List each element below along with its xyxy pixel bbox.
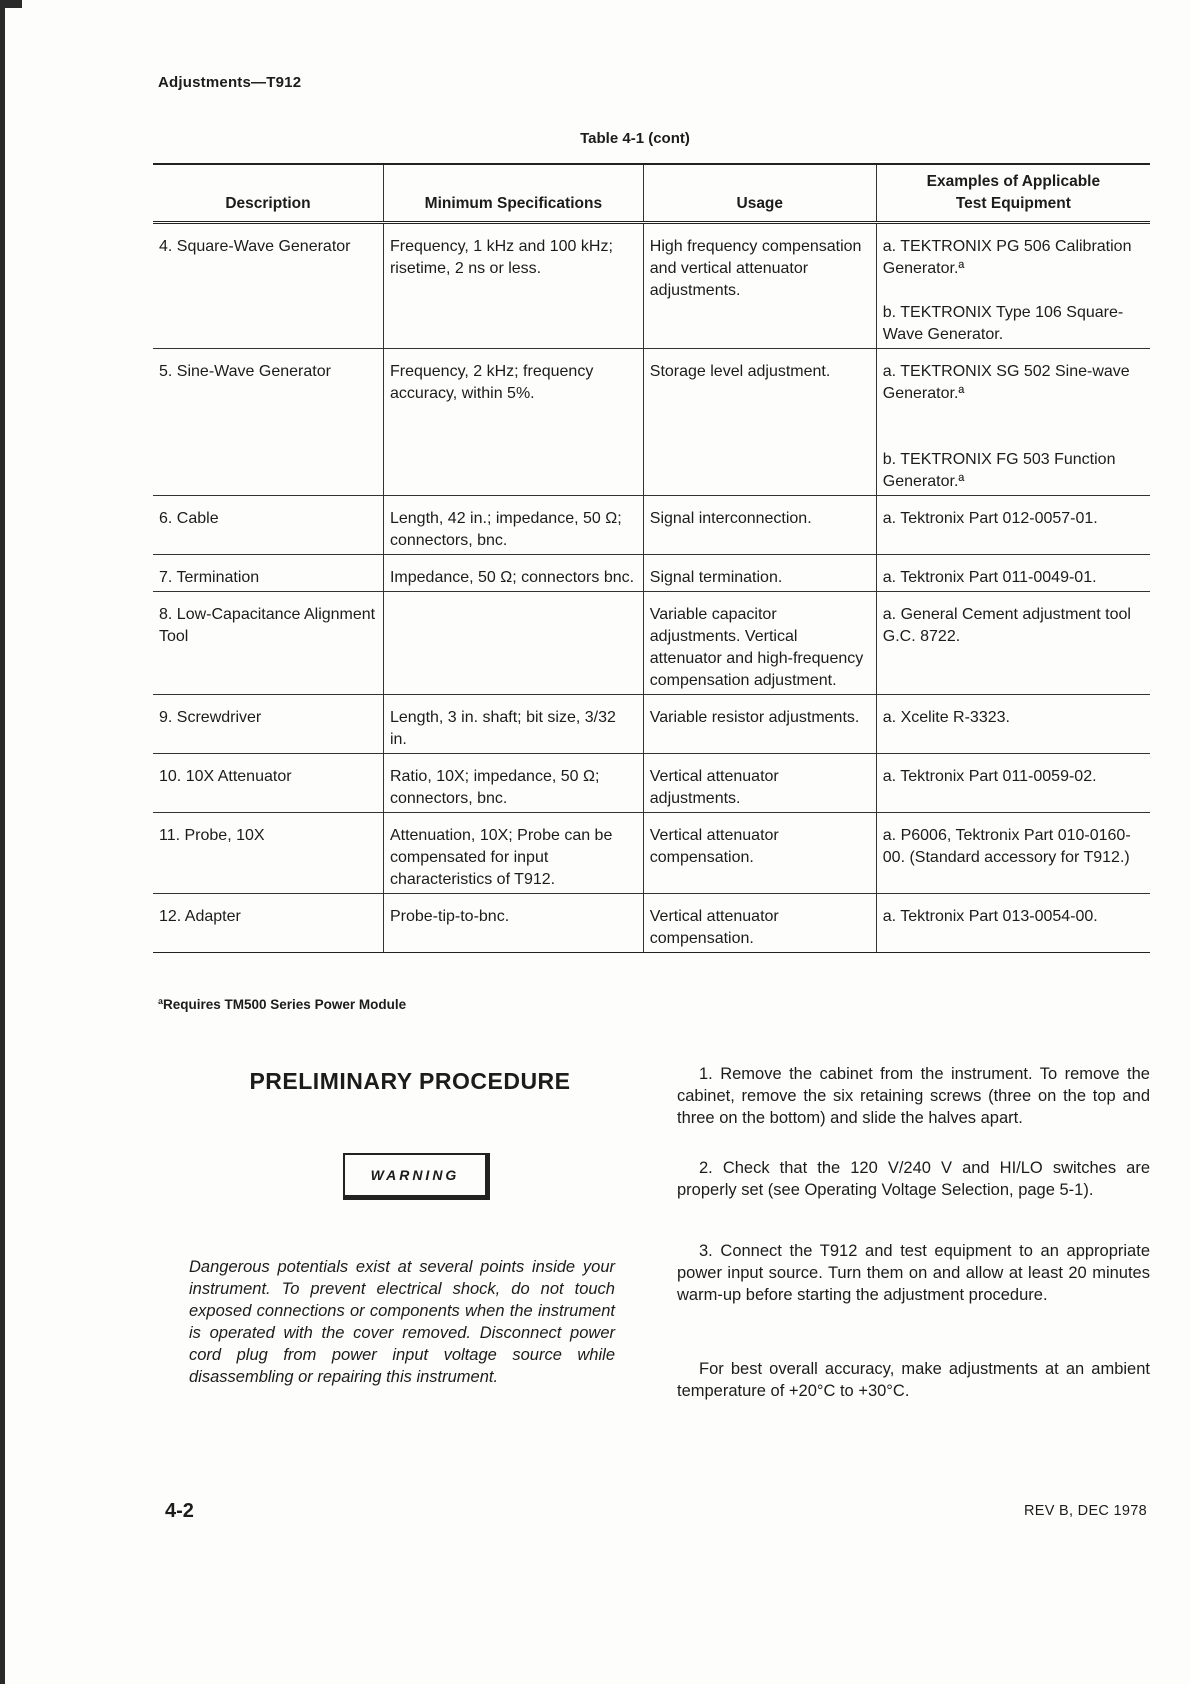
cell-equipment — [876, 349, 1150, 496]
cell-spec: Probe-tip-to-bnc. — [383, 894, 643, 953]
cell-equipment — [876, 894, 1150, 953]
cell-description: 9. Screwdriver — [153, 695, 383, 754]
table-row — [153, 813, 1150, 894]
equipment-example: b. TEKTRONIX Type 106 Square-Wave Generator. — [882, 304, 1124, 343]
procedure-step: 3. Connect the T912 and test equipment to an appropriate power input source. Turn them on and allow at least 20 minutes warm-up before starting the adjustment procedure. — [677, 1242, 1150, 1304]
table-row — [153, 555, 1150, 592]
cell-usage: Vertical attenuator compensation. — [643, 813, 876, 894]
table-header-row — [153, 164, 1150, 223]
equipment-example: a. Tektronix Part 013-0054-00. — [882, 908, 1098, 925]
equipment-example: a. Tektronix Part 012-0057-01. — [882, 510, 1098, 527]
cell-equipment — [876, 695, 1150, 754]
procedure-note: For best overall accuracy, make adjustments at an ambient temperature of +20°C to +30°C. — [677, 1360, 1150, 1400]
cell-equipment — [876, 555, 1150, 592]
cell-equipment — [876, 754, 1150, 813]
running-head: Adjustments—T912 — [158, 74, 302, 91]
page-number: 4-2 — [165, 1500, 194, 1522]
page-edge-shadow — [0, 0, 5, 1684]
cell-description: 8. Low-Capacitance Alignment Tool — [153, 592, 383, 695]
equipment-example: a. TEKTRONIX PG 506 Calibration Generator.ª — [882, 238, 1132, 277]
table-row — [153, 695, 1150, 754]
revision-date: REV B, DEC 1978 — [1024, 1503, 1147, 1519]
cell-usage: Vertical attenuator adjustments. — [643, 754, 876, 813]
equipment-example: a. P6006, Tektronix Part 010-0160-00. (Standard accessory for T912.) — [882, 827, 1131, 866]
cell-usage: Storage level adjustment. — [643, 349, 876, 496]
equipment-example: a. Tektronix Part 011-0059-02. — [882, 768, 1097, 785]
cell-usage: Vertical attenuator compensation. — [643, 894, 876, 953]
cell-spec: Ratio, 10X; impedance, 50 Ω; connectors, bnc. — [383, 754, 643, 813]
cell-usage: Signal interconnection. — [643, 496, 876, 555]
cell-description: 6. Cable — [153, 496, 383, 555]
cell-description: 11. Probe, 10X — [153, 813, 383, 894]
cell-description: 12. Adapter — [153, 894, 383, 953]
cell-description: 10. 10X Attenuator — [153, 754, 383, 813]
table-row — [153, 223, 1150, 349]
cell-equipment — [876, 592, 1150, 695]
cell-spec: Length, 42 in.; impedance, 50 Ω; connectors, bnc. — [383, 496, 643, 555]
table-row — [153, 496, 1150, 555]
cell-description: 7. Termination — [153, 555, 383, 592]
cell-spec — [383, 592, 643, 695]
equipment-example: a. General Cement adjustment tool G.C. 8722. — [882, 606, 1131, 645]
procedure-step: 1. Remove the cabinet from the instrument. To remove the cabinet, remove the six retaining screws (three on the top and three on the bottom) and slide the halves apart. — [677, 1065, 1150, 1127]
cell-equipment — [876, 813, 1150, 894]
warning-label: WARNING — [343, 1153, 490, 1200]
section-heading: PRELIMINARY PROCEDURE — [249, 1068, 571, 1094]
equipment-example: a. Xcelite R-3323. — [882, 709, 1010, 726]
table-row — [153, 592, 1150, 695]
cell-description: 4. Square-Wave Generator — [153, 223, 383, 349]
equipment-example: a. Tektronix Part 011-0049-01. — [882, 569, 1097, 586]
procedure-step: 2. Check that the 120 V/240 V and HI/LO switches are properly set (see Operating Voltage Selection, page 5-1). — [677, 1159, 1150, 1199]
column-header-description: Description — [153, 164, 383, 223]
equipment-example: b. TEKTRONIX FG 503 Function Generator.ª — [882, 451, 1116, 490]
cell-equipment — [876, 223, 1150, 349]
cell-usage: Variable resistor adjustments. — [643, 695, 876, 754]
equipment-example: a. TEKTRONIX SG 502 Sine-wave Generator.ª — [882, 363, 1130, 402]
cell-spec: Impedance, 50 Ω; connectors bnc. — [383, 555, 643, 592]
cell-spec: Frequency, 2 kHz; frequency accuracy, within 5%. — [383, 349, 643, 496]
cell-spec: Attenuation, 10X; Probe can be compensated for input characteristics of T912. — [383, 813, 643, 894]
table-footnote: ªRequires TM500 Series Power Module — [158, 997, 407, 1012]
cell-spec: Frequency, 1 kHz and 100 kHz; risetime, 2 ns or less. — [383, 223, 643, 349]
table-title: Table 4-1 (cont) — [580, 130, 690, 147]
table-row — [153, 349, 1150, 496]
cell-description: 5. Sine-Wave Generator — [153, 349, 383, 496]
cell-usage: High frequency compensation and vertical attenuator adjustments. — [643, 223, 876, 349]
table-row — [153, 754, 1150, 813]
cell-usage: Variable capacitor adjustments. Vertical attenuator and high-frequency compensation adjustment. — [643, 592, 876, 695]
warning-text: Dangerous potentials exist at several points inside your instrument. To prevent electrical shock, do not touch exposed connections or components when the instrument is operated with the cover removed. Disconnect power cord plug from power input voltage source while disassembling or repairing this instrument. — [189, 1258, 615, 1386]
table-row — [153, 894, 1150, 953]
column-header-usage: Usage — [643, 164, 876, 223]
test-equipment-table — [153, 163, 1150, 953]
cell-usage: Signal termination. — [643, 555, 876, 592]
cell-spec: Length, 3 in. shaft; bit size, 3/32 in. — [383, 695, 643, 754]
cell-equipment — [876, 496, 1150, 555]
column-header-specifications: Minimum Specifications — [383, 164, 643, 223]
column-header-equipment: Examples of Applicable Test Equipment — [876, 164, 1150, 223]
page-corner-shadow — [0, 0, 22, 8]
